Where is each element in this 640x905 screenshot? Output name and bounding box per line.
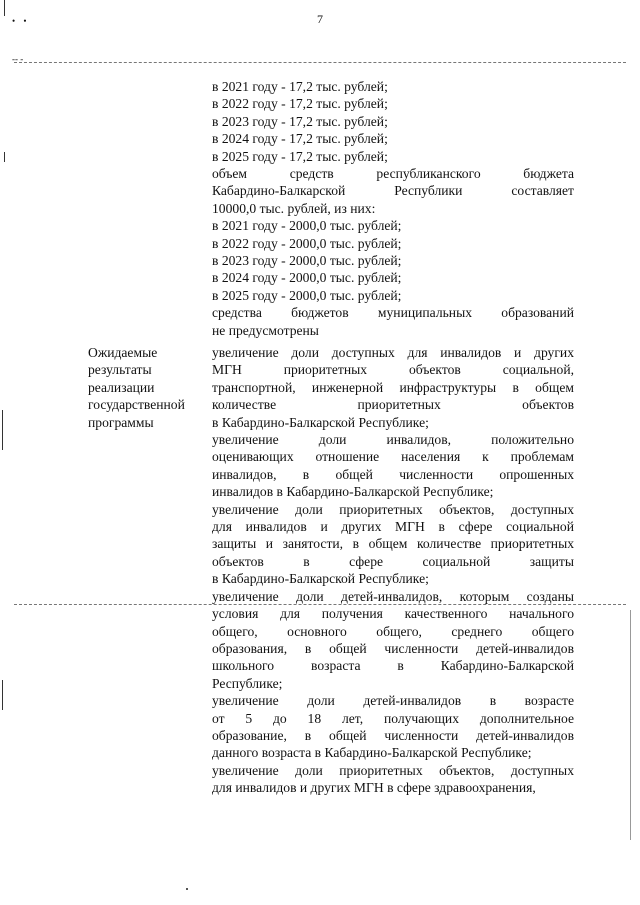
results-line: в Кабардино-Балкарской Республике; [212,571,429,587]
results-label [88,344,206,431]
results-line: МГН приоритетных объектов социальной, [212,362,574,378]
finance-line: в 2022 году - 17,2 тыс. рублей; [212,96,388,112]
finance-line: в 2022 году - 2000,0 тыс. рублей; [212,235,402,251]
results-line: образование, в общей численности детей-инвалидов [212,727,574,743]
results-line: от 5 до 18 лет, получающих дополнительное [212,710,574,726]
finance-line: Кабардино-Балкарской Республики составляет [212,183,574,199]
results-line: увеличение доли детей-инвалидов, которым созданы [212,588,574,604]
results-line: для инвалидов и других МГН в сфере социальной [212,519,574,535]
results-label-line: Ожидаемые [88,345,158,360]
results-line: транспортной, инженерной инфраструктуры в общем [212,379,574,395]
finance-line: 10000,0 тыс. рублей, из них: [212,200,376,216]
results-line: условия для получения качественного начального [212,606,574,622]
results-line: данного возраста в Кабардино-Балкарской Республике; [212,745,532,761]
finance-line: объем средств республиканского бюджета [212,166,574,182]
scan-mark [4,152,5,162]
results-line: защиты и занятости, в общем количестве приоритетных [212,536,574,552]
results-label-line: программы [88,414,154,430]
finance-block [212,78,574,339]
results-line: школьного возраста в Кабардино-Балкарской [212,658,574,674]
results-line: оценивающих отношение населения к проблемам [212,449,574,465]
finance-line: в 2024 году - 17,2 тыс. рублей; [212,131,388,147]
results-line: образования, в общей численности детей-инвалидов [212,640,574,656]
page-number: 7 [317,12,323,26]
results-line: количестве приоритетных объектов [212,397,574,413]
top-dashed-rule [14,62,626,63]
results-line: инвалидов, в общей численности опрошенных [212,466,574,482]
results-line: увеличение доли доступных для инвалидов и других [212,345,574,360]
finance-line: в 2021 году - 2000,0 тыс. рублей; [212,218,402,234]
scan-mark [630,610,631,840]
results-block [212,344,574,797]
finance-line: в 2023 году - 2000,0 тыс. рублей; [212,253,402,269]
scan-corner-marks: • • [12,16,30,26]
finance-line: в 2025 году - 17,2 тыс. рублей; [212,148,388,164]
scan-mark [2,680,3,710]
results-line: Республике; [212,675,283,691]
finance-line: в 2023 году - 17,2 тыс. рублей; [212,113,388,129]
results-line: в Кабардино-Балкарской Республике; [212,414,429,430]
results-line: для инвалидов и других МГН в сфере здравоохранения, [212,780,536,796]
scan-mark [4,0,5,16]
results-line: увеличение доли приоритетных объектов, доступных [212,501,574,517]
results-line: увеличение доли инвалидов, положительно [212,432,574,448]
results-line: увеличение доли детей-инвалидов в возрасте [212,693,574,709]
scan-mark [2,410,3,450]
finance-line: в 2025 году - 2000,0 тыс. рублей; [212,287,402,303]
finance-line: в 2021 году - 17,2 тыс. рублей; [212,79,388,94]
bottom-scan-speck [186,888,188,890]
results-label-line: реализации [88,379,155,395]
results-line: общего, основного общего, среднего общего [212,623,574,639]
results-line: объектов в сфере социальной защиты [212,553,574,569]
scan-corner-dash: -- - [12,54,24,64]
finance-line: не предусмотрены [212,322,319,338]
results-label-line: результаты [88,362,152,378]
results-line: инвалидов в Кабардино-Балкарской Республике; [212,484,494,500]
results-line: увеличение доли приоритетных объектов, доступных [212,762,574,778]
finance-line: средства бюджетов муниципальных образований [212,305,574,321]
finance-line: в 2024 году - 2000,0 тыс. рублей; [212,270,402,286]
results-label-line: государственной [88,397,185,413]
